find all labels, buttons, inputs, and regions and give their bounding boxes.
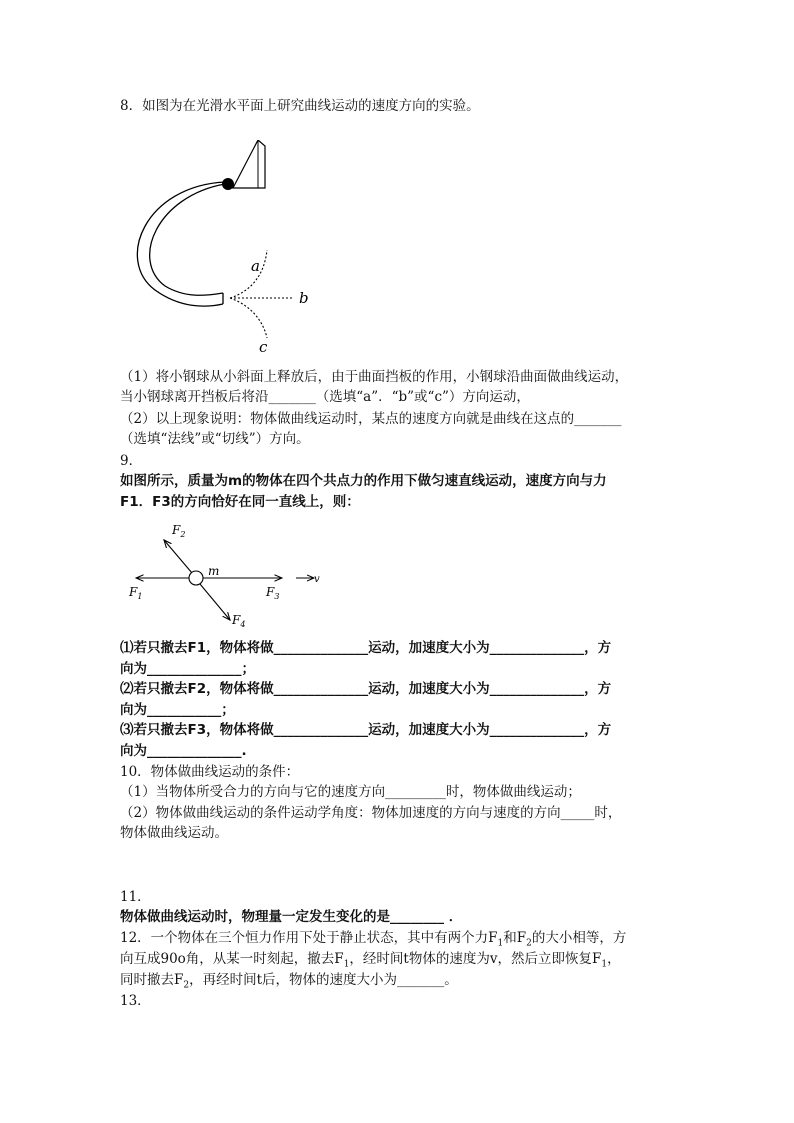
curved-barrier — [137, 182, 225, 306]
q12-line3: 同时撤去$F_2$，再经时间t后，物体的速度大小为_______。 — [120, 972, 458, 991]
force-f2 — [164, 540, 192, 573]
q13-number: 13． — [120, 993, 151, 1009]
q9-sub2-line2: 向为___________； — [120, 702, 235, 718]
label-c: c — [259, 338, 268, 356]
q11-number: 11． — [120, 889, 151, 905]
q8-part1-line2: 当小钢球离开挡板后将沿_______（选填“a”．“b”或“c”）方向运动， — [120, 389, 530, 405]
q9-force-figure — [124, 520, 324, 630]
path-a — [230, 250, 267, 298]
label-f2: $F_2$ — [172, 523, 186, 539]
q10-part1: （1）当物体所受合力的方向与它的速度方向_________时，物体做曲线运动； — [120, 784, 581, 800]
q11-stem: 物体做曲线运动时，物理量一定发生变化的是________ ． — [120, 909, 463, 925]
q9-sub3-line2: 向为______________. — [120, 743, 247, 759]
incline-block — [233, 140, 265, 188]
q12-line2: 向互成90o角，从某一时刻起，撤去$F_1$，经时间t物体的速度为v，然后立即恢复$F_1$， — [120, 951, 621, 970]
q8-part2-line2: （选填“法线”或“切线”）方向。 — [120, 431, 310, 447]
q8-part2-line1: （2）以上现象说明：物体做曲线运动时，某点的速度方向就是曲线在这点的_______ — [120, 411, 622, 427]
q9-sub2-line1: ⑵若只撤去F2，物体将做______________运动，加速度大小为______________，方 — [120, 681, 612, 697]
q9-stem-line1: 如图所示，质量为m的物体在四个共点力的作用下做匀速直线运动，速度方向与力 — [120, 473, 607, 489]
q9-stem-line2: F1．F3的方向恰好在同一直线上，则： — [120, 494, 360, 510]
force-f4 — [200, 584, 230, 620]
q9-sub3-line1: ⑶若只撤去F3，物体将做______________运动，加速度大小为______________，方 — [120, 722, 612, 738]
q8-figure — [125, 140, 325, 360]
label-b: b — [299, 289, 309, 307]
label-m: m — [208, 564, 220, 578]
q12-line1: 12．一个物体在三个恒力作用下处于静止状态，其中有两个力$F_1$和$F_2$的大小相等，方 — [120, 930, 627, 949]
label-f1-left: $F_1$ — [129, 585, 143, 601]
label-a: a — [251, 257, 260, 275]
mass-circle — [189, 571, 203, 585]
steel-ball — [222, 178, 234, 190]
label-f4: $F_4$ — [232, 613, 246, 629]
q10-part2-line1: （2）物体做曲线运动的条件运动学角度：物体加速度的方向与速度的方向_____时， — [120, 805, 622, 821]
label-v: v — [314, 574, 320, 585]
q10-title: 10．物体做曲线运动的条件： — [120, 764, 300, 780]
q9-sub1-line1: ⑴若只撤去F1，物体将做______________运动，加速度大小为______________，方 — [120, 640, 612, 656]
q8-part1-line1: （1）将小钢球从小斜面上释放后，由于曲面挡板的作用，小钢球沿曲面做曲线运动， — [120, 369, 629, 385]
q8-title: 8．如图为在光滑水平面上研究曲线运动的速度方向的实验。 — [120, 98, 480, 114]
label-f3: $F_3$ — [266, 585, 280, 601]
q9-number: 9． — [120, 453, 143, 469]
q10-part2-line2: 物体做曲线运动。 — [120, 825, 228, 841]
path-c — [230, 298, 267, 338]
q9-sub1-line2: 向为______________； — [120, 661, 255, 677]
